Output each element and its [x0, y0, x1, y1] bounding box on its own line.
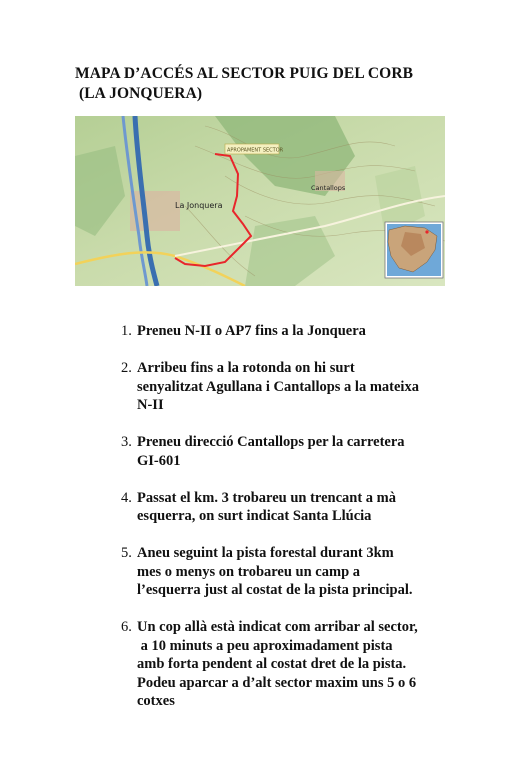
- step-text: a 10 minuts a peu aproximadament pista: [137, 637, 393, 654]
- catalonia-locator-icon: [385, 222, 443, 278]
- step-text: Preneu N-II o AP7 fins a la Jonquera: [137, 323, 366, 339]
- direction-step: [121, 489, 461, 526]
- step-number: 2.: [121, 360, 132, 376]
- page-title: [75, 64, 495, 104]
- step-number: 1.: [121, 323, 132, 339]
- page-title-line-1: MAPA D’ACCÉS AL SECTOR PUIG DEL CORB: [75, 65, 414, 82]
- step-text: Preneu direcció Cantallops per la carretera: [137, 434, 405, 450]
- step-number: 4.: [121, 489, 132, 506]
- map-graphic: [75, 116, 445, 286]
- direction-step: [121, 618, 461, 711]
- step-text: Podeu aparcar a d’alt sector maxim uns 5 o 6: [137, 674, 417, 691]
- step-text: l’esquerra just al costat de la pista principal.: [137, 582, 413, 598]
- step-text: senyalitzat Agullana i Cantallops a la mateixa: [137, 378, 419, 395]
- town-label-jonquera: La Jonquera: [175, 201, 223, 210]
- step-text: cotxes: [137, 693, 175, 709]
- direction-step: [121, 433, 461, 470]
- access-map: [75, 116, 445, 286]
- step-number: 3.: [121, 434, 132, 450]
- direction-step: [121, 322, 461, 341]
- step-text: esquerra, on surt indicat Santa Llúcia: [137, 508, 372, 524]
- step-number: 6.: [121, 619, 132, 635]
- sector-label: APROPAMENT SECTOR: [227, 147, 284, 154]
- direction-step: [121, 544, 461, 600]
- town-label-cantallops: Cantallops: [311, 184, 346, 192]
- step-number: 5.: [121, 545, 132, 561]
- step-text: Passat el km. 3 trobareu un trencant a mà: [137, 489, 396, 506]
- step-text: GI-601: [137, 452, 181, 469]
- step-text: Un cop allà està indicat com arribar al sector,: [137, 619, 418, 635]
- step-text: mes o menys on trobareu un camp a: [137, 563, 361, 580]
- step-text: Arribeu fins a la rotonda on hi surt: [137, 360, 355, 376]
- step-text: N-II: [137, 397, 164, 413]
- direction-step: [121, 359, 461, 415]
- directions-list: [121, 322, 461, 729]
- page-title-line-2: (LA JONQUERA): [75, 85, 203, 102]
- step-text: Aneu seguint la pista forestal durant 3km: [137, 545, 394, 561]
- step-text: amb forta pendent al costat dret de la pista.: [137, 656, 407, 672]
